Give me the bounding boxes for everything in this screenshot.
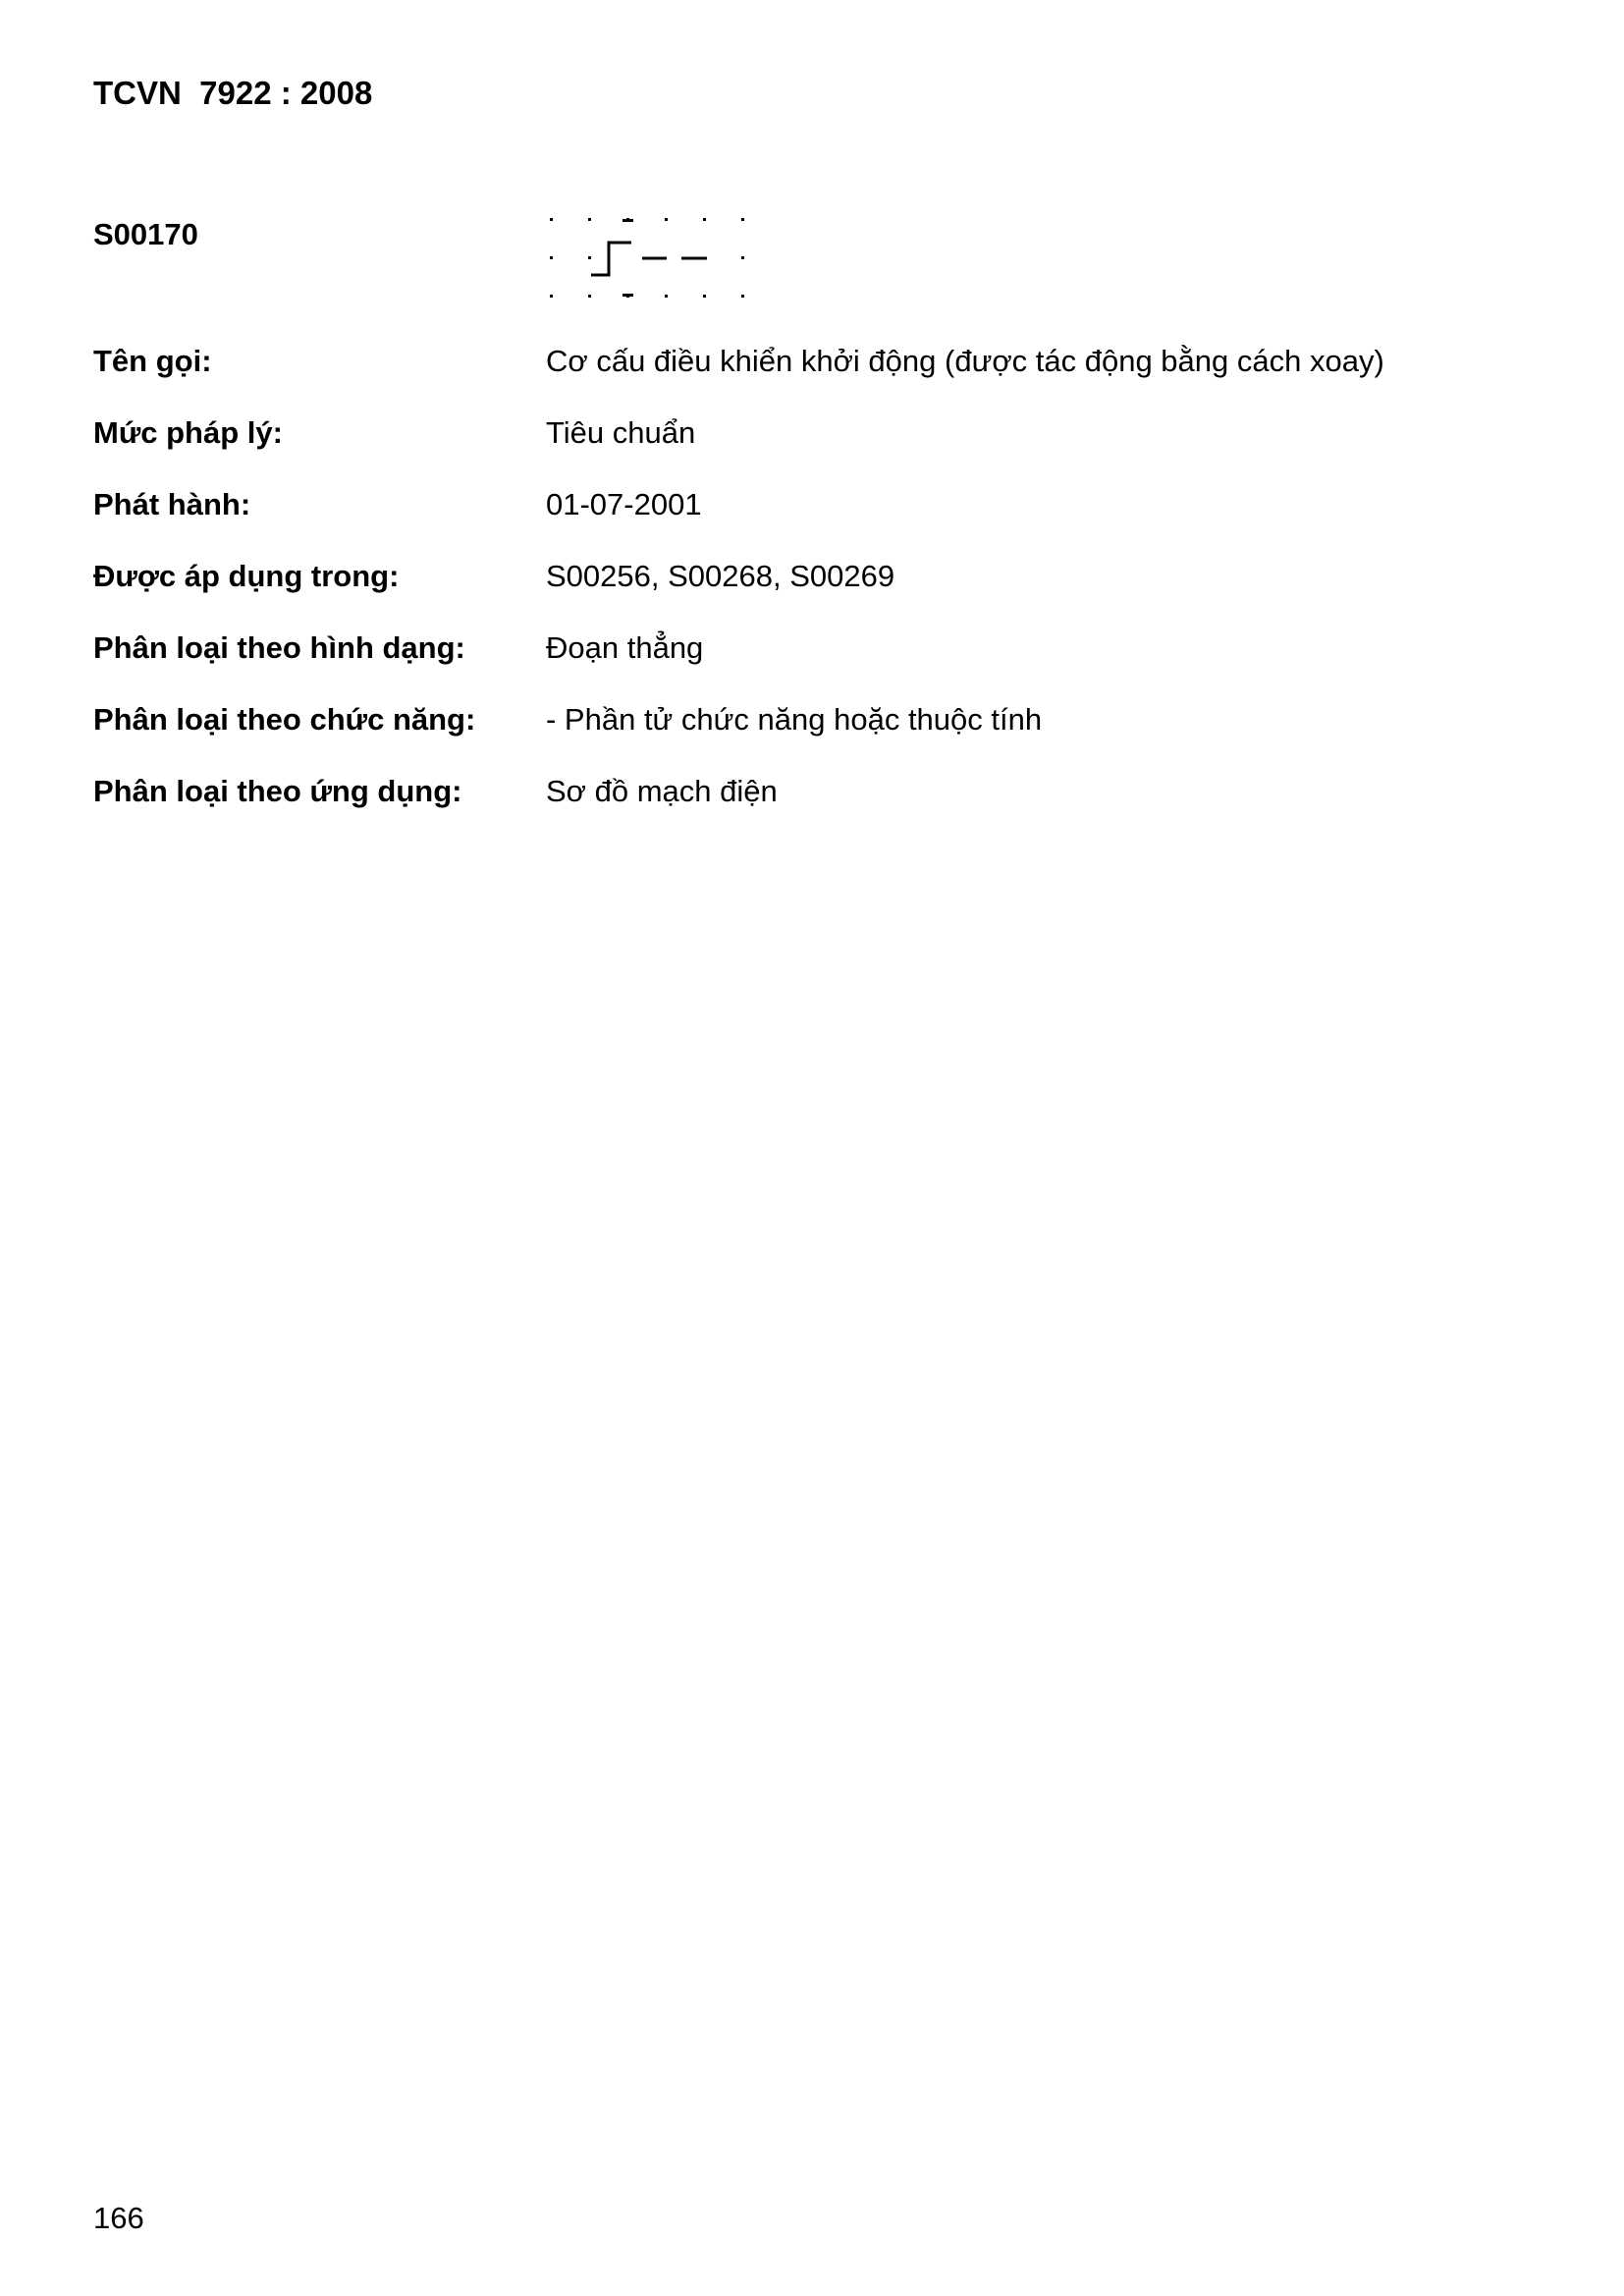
property-row (93, 342, 1527, 413)
property-label: Được áp dụng trong: (93, 559, 400, 593)
grid-dot (550, 295, 553, 298)
grid-dot (741, 218, 744, 221)
property-row (93, 700, 1527, 772)
standard-header: TCVN 7922 : 2008 (93, 75, 373, 111)
grid-dot (550, 256, 553, 259)
property-value: Tiêu chuẩn (546, 415, 696, 450)
grid-tick (623, 294, 633, 297)
property-label: Phân loại theo ứng dụng: (93, 774, 462, 808)
grid-dot (588, 256, 591, 259)
grid-dot (550, 218, 553, 221)
property-value: Cơ cấu điều khiển khởi động (được tác động bằng cách xoay) (546, 344, 1384, 378)
grid-dot (588, 218, 591, 221)
property-row (93, 485, 1527, 557)
property-row (93, 557, 1527, 629)
property-value: Đoạn thẳng (546, 630, 704, 665)
property-row (93, 629, 1527, 700)
grid-dot (741, 295, 744, 298)
property-value: 01-07-2001 (546, 487, 702, 521)
property-label: Mức pháp lý: (93, 415, 283, 450)
rotary-start-control-symbol-icon (538, 206, 764, 304)
symbol-properties (93, 342, 1527, 844)
grid-dot (741, 256, 744, 259)
property-value: S00256, S00268, S00269 (546, 559, 895, 593)
page-number: 166 (93, 2201, 144, 2235)
property-row (93, 772, 1527, 844)
grid-tick (623, 219, 633, 222)
grid-dot (703, 218, 706, 221)
property-value: - Phần tử chức năng hoặc thuộc tính (546, 702, 1043, 737)
grid-dot (665, 218, 668, 221)
property-value: Sơ đồ mạch điện (546, 774, 778, 808)
property-row (93, 413, 1527, 485)
property-label: Tên gọi: (93, 344, 212, 378)
grid-dot (703, 295, 706, 298)
grid-dot (665, 295, 668, 298)
grid-dot (588, 295, 591, 298)
property-label: Phân loại theo chức năng: (93, 702, 476, 737)
rotary-step-stroke (591, 243, 631, 275)
property-label: Phân loại theo hình dạng: (93, 630, 465, 665)
symbol-code: S00170 (93, 217, 198, 251)
symbol-strokes (591, 243, 707, 275)
property-label: Phát hành: (93, 487, 251, 521)
